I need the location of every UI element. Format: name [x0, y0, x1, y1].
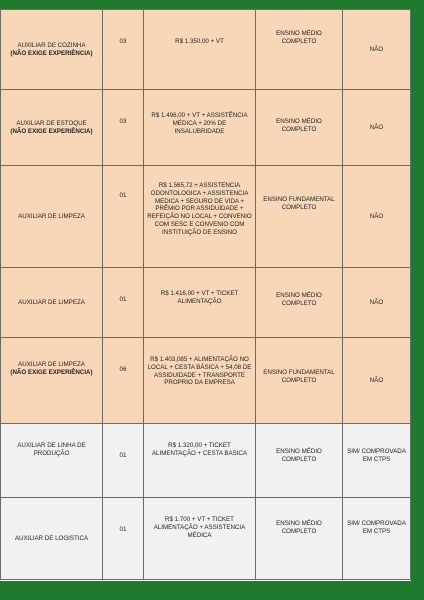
role-title: AUXILIAR DE COZINHA — [17, 41, 86, 49]
role-cell — [1, 338, 103, 424]
experience-cell: NÃO — [343, 166, 411, 268]
role-cell — [1, 166, 103, 268]
role-cell — [1, 90, 103, 166]
education-cell: ENSINO MÉDIO COMPLETO — [256, 90, 343, 166]
education-cell: ENSINO MÉDIO COMPLETO — [256, 10, 343, 90]
table-row — [1, 498, 411, 580]
experience-cell: SIM/ COMPROVADA EM CTPS — [343, 424, 411, 498]
job-listings-sheet — [0, 9, 411, 581]
education-cell: ENSINO MÉDIO COMPLETO — [256, 424, 343, 498]
salary-cell: R$ 1.320,00 + TICKET ALIMENTAÇÃO + CESTA BASICA — [144, 424, 256, 498]
role-cell — [1, 268, 103, 338]
role-cell — [1, 424, 103, 498]
role-title: AUXILIAR DE LIMPEZA — [18, 212, 85, 220]
role-title: AUXILIAR DE LINHA DE PRODUÇÃO — [17, 442, 86, 457]
vacancies-cell: 03 — [103, 10, 144, 90]
experience-note: (NÃO EXIGE EXPERIÊNCIA) — [10, 368, 93, 376]
experience-cell: NÃO — [343, 10, 411, 90]
vacancies-cell: 01 — [103, 166, 144, 268]
vacancies-cell: 01 — [103, 268, 144, 338]
table-row — [1, 90, 411, 166]
experience-cell: NÃO — [343, 90, 411, 166]
job-listings-table — [0, 9, 411, 580]
experience-cell: NÃO — [343, 338, 411, 424]
salary-cell: R$ 1.565,72 + ASSISTENCIA ODONTOLOGICA + ASSISTENCIA MEDICA + SEGURO DE VIDA + PRÊMIO POR ASSIDUIDADE + REFEIÇÃO NO LOCAL + CONVENIO COM SESC E CONVENIO COM INSTITUIÇÃO DE ENSINO — [144, 166, 256, 268]
vacancies-cell: 06 — [103, 338, 144, 424]
vacancies-cell: 03 — [103, 90, 144, 166]
experience-cell: NÃO — [343, 268, 411, 338]
table-row — [1, 10, 411, 90]
experience-note: (NÃO EXIGE EXPERIÊNCIA) — [10, 127, 93, 135]
education-cell: ENSINO FUNDAMENTAL COMPLETO — [256, 166, 343, 268]
table-row — [1, 338, 411, 424]
role-cell — [1, 498, 103, 580]
experience-cell: SIM/ COMPROVADA EM CTPS — [343, 498, 411, 580]
role-title: AUXILIAR DE LOGISTICA — [14, 534, 89, 542]
education-cell: ENSINO MÉDIO COMPLETO — [256, 498, 343, 580]
vacancies-cell: 01 — [103, 424, 144, 498]
salary-cell: R$ 1.700 + VT + TICKET ALIMENTAÇÃO + ASSISTENCIA MÉDICA — [144, 498, 256, 580]
table-row — [1, 424, 411, 498]
salary-cell: R$ 1.403,085 + ALIMENTAÇÃO NO LOCAL + CESTA BÁSICA + 54,08 DE ASSIDUIDADE + TRANSPORTE PROPRIO DA EMPRESA — [144, 338, 256, 424]
salary-cell: R$ 1.416,00 + VT + TICKET ALIMENTAÇÃO — [144, 268, 256, 338]
education-cell: ENSINO MÉDIO COMPLETO — [256, 268, 343, 338]
salary-cell: R$ 1.350,00 + VT — [144, 10, 256, 90]
experience-note: (NÃO EXIGE EXPERIÊNCIA) — [10, 49, 93, 57]
salary-cell: R$ 1.496,00 + VT + ASSISTÊNCIA MÉDICA + 20% DE INSALUBRIDADE — [144, 90, 256, 166]
role-title: AUXILIAR DE LIMPEZA — [18, 361, 85, 368]
vacancies-cell: 01 — [103, 498, 144, 580]
table-row — [1, 166, 411, 268]
education-cell: ENSINO FUNDAMENTAL COMPLETO — [256, 338, 343, 424]
table-row — [1, 268, 411, 338]
role-title: AUXILIAR DE LIMPEZA — [18, 298, 85, 306]
role-cell — [1, 10, 103, 90]
role-title: AUXILIAR DE ESTOQUE — [16, 119, 87, 127]
